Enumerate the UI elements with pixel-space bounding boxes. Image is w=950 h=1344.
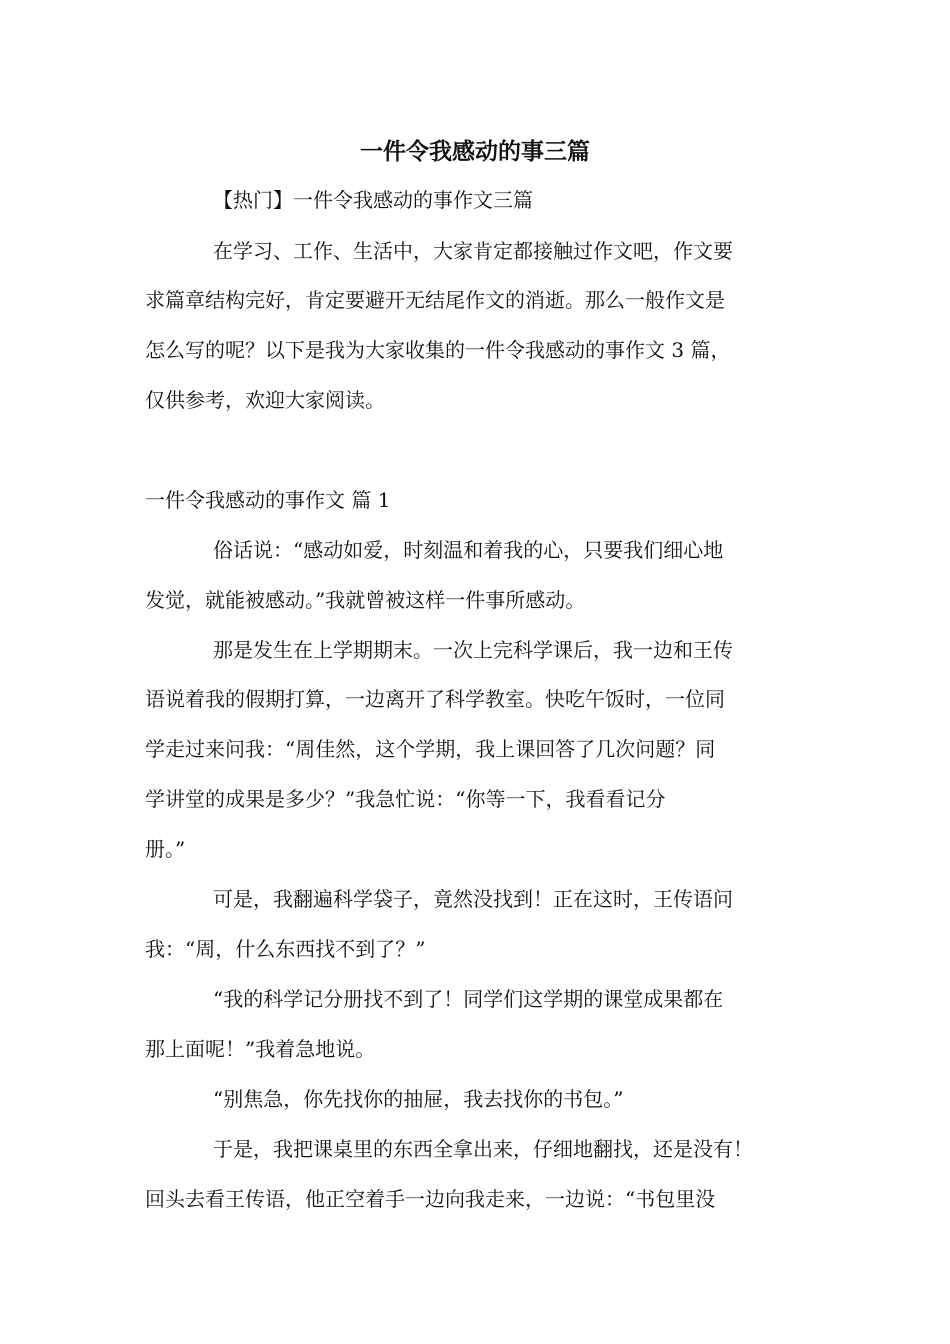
paragraph-line: 求篇章结构完好，肯定要避开无结尾作文的消逝。那么一般作文是 [145, 288, 725, 312]
subtitle-line: 【热门】一件令我感动的事作文三篇 [213, 188, 533, 212]
paragraph-line: “我的科学记分册找不到了！同学们这学期的课堂成果都在 [213, 987, 724, 1011]
paragraph-line: 回头去看王传语，他正空着手一边向我走来，一边说：“书包里没 [145, 1187, 716, 1211]
paragraph-line: 语说着我的假期打算，一边离开了科学教室。快吃午饭时，一位同 [145, 687, 725, 711]
paragraph-line: 册。” [145, 837, 186, 861]
paragraph-line: “别焦急，你先找你的抽屉，我去找你的书包。” [213, 1087, 624, 1111]
paragraph-line: 于是，我把课桌里的东西全拿出来，仔细地翻找，还是没有！ [213, 1137, 753, 1161]
paragraph-line: 我：“周，什么东西找不到了？” [145, 937, 426, 961]
paragraph-line: 学讲堂的成果是多少？”我急忙说：“你等一下，我看看记分 [145, 787, 666, 811]
paragraph-line: 俗话说：“感动如爱，时刻温和着我的心，只要我们细心地 [213, 538, 724, 562]
paragraph-line: 那是发生在上学期期末。一次上完科学课后，我一边和王传 [213, 638, 733, 662]
paragraph-line: 学走过来问我：“周佳然，这个学期，我上课回答了几次问题？同 [145, 737, 716, 761]
paragraph-line: 在学习、工作、生活中，大家肯定都接触过作文吧，作文要 [213, 239, 733, 263]
paragraph-line: 发觉，就能被感动。”我就曾被这样一件事所感动。 [145, 588, 586, 612]
paragraph-line: 怎么写的呢？以下是我为大家收集的一件令我感动的事作文 3 篇， [145, 338, 731, 362]
document-title: 一件令我感动的事三篇 [360, 138, 590, 165]
paragraph-line: 可是，我翻遍科学袋子，竟然没找到！正在这时，王传语问 [213, 887, 733, 911]
section-heading: 一件令我感动的事作文 篇 1 [145, 488, 391, 512]
paragraph-line: 那上面呢！”我着急地说。 [145, 1037, 376, 1061]
paragraph-line: 仅供参考，欢迎大家阅读。 [145, 388, 385, 412]
